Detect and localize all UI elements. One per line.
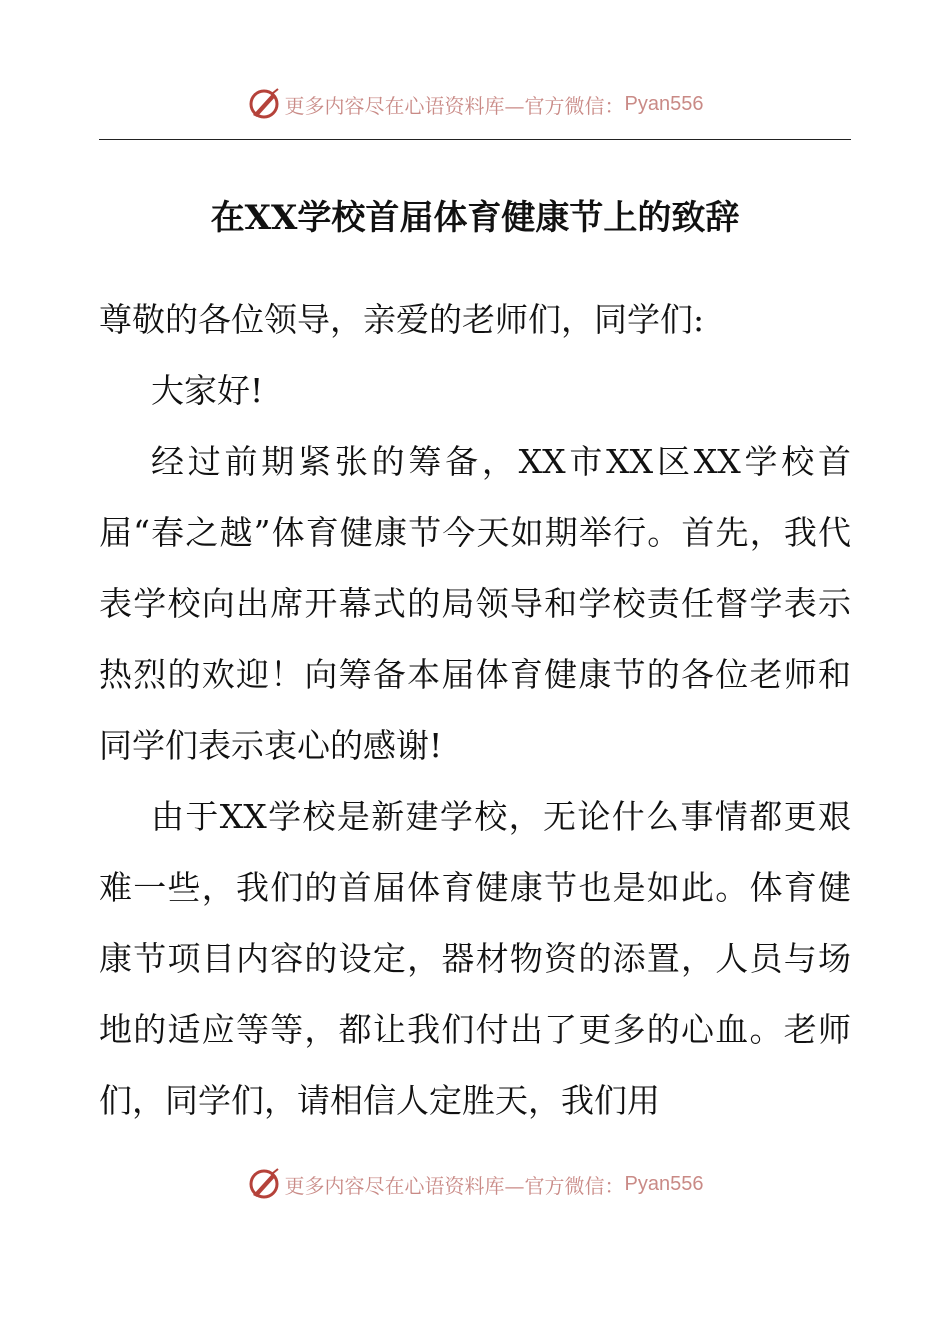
document-body bbox=[99, 284, 851, 1136]
footer-banner-text: 更多内容尽在心语资料库—官方微信： bbox=[284, 1173, 625, 1198]
quill-pen-logo-icon bbox=[247, 1167, 281, 1201]
quill-pen-logo-icon bbox=[247, 87, 281, 121]
footer-banner bbox=[0, 1162, 950, 1206]
paragraph-1: 经过前期紧张的筹备，XX市XX区XX学校首届“春之越”体育健康节今天如期举行。首先，我代表学校向出席开幕式的局领导和学校责任督学表示热烈的欢迎！向筹备本届体育健康节的各位老师和同学们表示衷心的感谢! bbox=[99, 442, 851, 765]
header-banner bbox=[0, 82, 950, 126]
paragraph-2: 由于XX学校是新建学校，无论什么事情都更艰难一些，我们的首届体育健康节也是如此。体育健康节项目内容的设定，器材物资的添置，人员与场地的适应等等，都让我们付出了更多的心血。老师们，同学们，请相信人定胜天，我们用 bbox=[99, 797, 851, 1120]
header-divider bbox=[99, 139, 851, 140]
greeting: 大家好! bbox=[151, 371, 264, 410]
salutation: 尊敬的各位领导，亲爱的老师们，同学们: bbox=[99, 300, 705, 339]
document-title: 在XX学校首届体育健康节上的致辞 bbox=[210, 198, 740, 238]
footer-wechat-id: Pyan556 bbox=[624, 1172, 704, 1195]
header-banner-text: 更多内容尽在心语资料库—官方微信： bbox=[284, 93, 625, 118]
header-wechat-id: Pyan556 bbox=[624, 92, 704, 115]
